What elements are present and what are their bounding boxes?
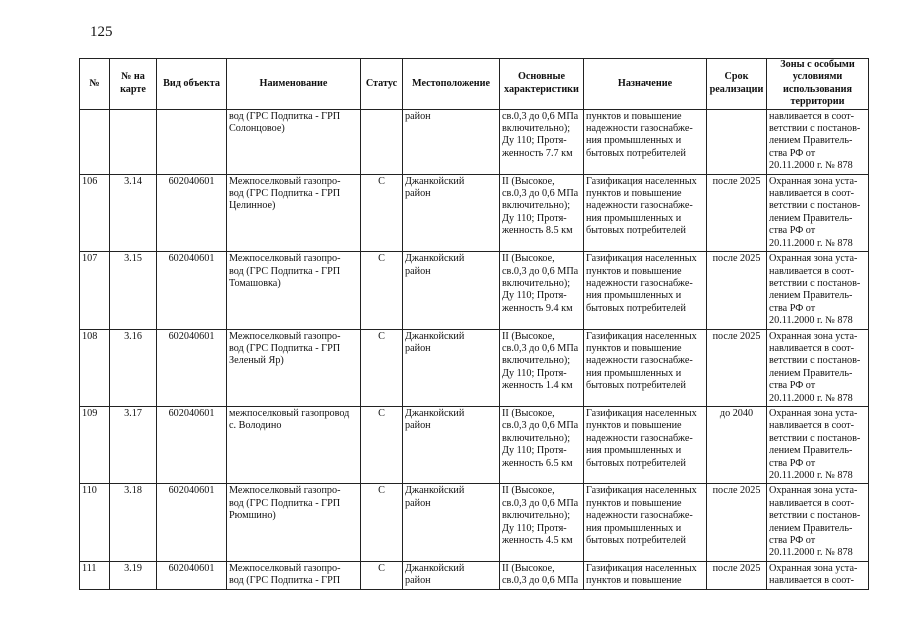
implementation-term: после 2025	[707, 329, 767, 406]
map-number: 3.14	[110, 174, 157, 251]
object-purpose: Газификация населенных пунктов и повышение надежности газоснабже- ния промышленных и бытовых потребителей	[584, 406, 707, 483]
row-number: 109	[80, 406, 110, 483]
table-row	[80, 329, 869, 406]
object-name: межпоселковый газопровод с. Володино	[227, 406, 361, 483]
object-type: 602040601	[157, 561, 227, 589]
object-specs: II (Высокое, св.0,3 до 0,6 МПа включительно); Ду 110; Протя- женность 8.5 км	[500, 174, 584, 251]
object-type: 602040601	[157, 252, 227, 329]
object-type: 602040601	[157, 329, 227, 406]
implementation-term: после 2025	[707, 484, 767, 561]
column-header: Зоны с особыми условиями использования территории	[767, 59, 869, 110]
map-number: 3.16	[110, 329, 157, 406]
object-status: С	[361, 252, 403, 329]
object-name: Межпоселковый газопро- вод (ГРС Подпитка - ГРП Томашовка)	[227, 252, 361, 329]
column-header: Срок реализации	[707, 59, 767, 110]
map-number: 3.19	[110, 561, 157, 589]
object-specs: II (Высокое, св.0,3 до 0,6 МПа	[500, 561, 584, 589]
special-zones: Охранная зона уста- навливается в соот- ветствии с постанов- лением Правитель- ства РФ от 20.11.2000 г. № 878	[767, 252, 869, 329]
object-name: Межпоселковый газопро- вод (ГРС Подпитка - ГРП	[227, 561, 361, 589]
row-number: 106	[80, 174, 110, 251]
page-number: 125	[90, 24, 113, 40]
object-name: Межпоселковый газопро- вод (ГРС Подпитка - ГРП Рюмшино)	[227, 484, 361, 561]
map-number: 3.15	[110, 252, 157, 329]
column-header: Статус	[361, 59, 403, 110]
object-name: Межпоселковый газопро- вод (ГРС Подпитка - ГРП Зеленый Яр)	[227, 329, 361, 406]
row-number: 110	[80, 484, 110, 561]
object-type: 602040601	[157, 174, 227, 251]
object-location: Джанкойский район	[403, 406, 500, 483]
special-zones: Охранная зона уста- навливается в соот- ветствии с постанов- лением Правитель- ства РФ от 20.11.2000 г. № 878	[767, 174, 869, 251]
object-location: Джанкойский район	[403, 329, 500, 406]
object-status	[361, 109, 403, 174]
object-location: Джанкойский район	[403, 252, 500, 329]
registry-table	[79, 58, 869, 590]
special-zones: навливается в соот- ветствии с постанов- лением Правитель- ства РФ от 20.11.2000 г. № 878	[767, 109, 869, 174]
object-location: Джанкойский район	[403, 174, 500, 251]
column-header: №	[80, 59, 110, 110]
object-status: С	[361, 561, 403, 589]
object-purpose: пунктов и повышение надежности газоснабже- ния промышленных и бытовых потребителей	[584, 109, 707, 174]
object-specs: св.0,3 до 0,6 МПа включительно); Ду 110; Протя- женность 7.7 км	[500, 109, 584, 174]
column-header: № на карте	[110, 59, 157, 110]
object-location: район	[403, 109, 500, 174]
object-name: вод (ГРС Подпитка - ГРП Солонцовое)	[227, 109, 361, 174]
object-specs: II (Высокое, св.0,3 до 0,6 МПа включительно); Ду 110; Протя- женность 6.5 км	[500, 406, 584, 483]
object-type: 602040601	[157, 484, 227, 561]
implementation-term: после 2025	[707, 174, 767, 251]
special-zones: Охранная зона уста- навливается в соот-	[767, 561, 869, 589]
object-status: С	[361, 174, 403, 251]
object-specs: II (Высокое, св.0,3 до 0,6 МПа включительно); Ду 110; Протя- женность 4.5 км	[500, 484, 584, 561]
object-specs: II (Высокое, св.0,3 до 0,6 МПа включительно); Ду 110; Протя- женность 1.4 км	[500, 329, 584, 406]
object-name: Межпоселковый газопро- вод (ГРС Подпитка - ГРП Целинное)	[227, 174, 361, 251]
object-purpose: Газификация населенных пунктов и повышение надежности газоснабже- ния промышленных и бытовых потребителей	[584, 252, 707, 329]
row-number: 111	[80, 561, 110, 589]
column-header: Назначение	[584, 59, 707, 110]
object-location: Джанкойский район	[403, 561, 500, 589]
table-row	[80, 484, 869, 561]
object-purpose: Газификация населенных пунктов и повышение надежности газоснабже- ния промышленных и бытовых потребителей	[584, 484, 707, 561]
object-type: 602040601	[157, 406, 227, 483]
object-purpose: Газификация населенных пунктов и повышение	[584, 561, 707, 589]
object-status: С	[361, 484, 403, 561]
map-number: 3.18	[110, 484, 157, 561]
map-number: 3.17	[110, 406, 157, 483]
table-row	[80, 109, 869, 174]
object-purpose: Газификация населенных пунктов и повышение надежности газоснабже- ния промышленных и бытовых потребителей	[584, 329, 707, 406]
implementation-term: после 2025	[707, 561, 767, 589]
implementation-term	[707, 109, 767, 174]
column-header: Местоположение	[403, 59, 500, 110]
object-location: Джанкойский район	[403, 484, 500, 561]
implementation-term: после 2025	[707, 252, 767, 329]
object-purpose: Газификация населенных пунктов и повышение надежности газоснабже- ния промышленных и бытовых потребителей	[584, 174, 707, 251]
object-specs: II (Высокое, св.0,3 до 0,6 МПа включительно); Ду 110; Протя- женность 9.4 км	[500, 252, 584, 329]
column-header: Основные характеристики	[500, 59, 584, 110]
table-row	[80, 252, 869, 329]
table-row	[80, 561, 869, 589]
object-type	[157, 109, 227, 174]
table-row	[80, 174, 869, 251]
row-number: 107	[80, 252, 110, 329]
object-status: С	[361, 406, 403, 483]
implementation-term: до 2040	[707, 406, 767, 483]
special-zones: Охранная зона уста- навливается в соот- ветствии с постанов- лением Правитель- ства РФ от 20.11.2000 г. № 878	[767, 406, 869, 483]
row-number: 108	[80, 329, 110, 406]
row-number	[80, 109, 110, 174]
column-header: Наименование	[227, 59, 361, 110]
table-row	[80, 406, 869, 483]
column-header: Вид объекта	[157, 59, 227, 110]
table-header-row	[80, 59, 869, 110]
special-zones: Охранная зона уста- навливается в соот- ветствии с постанов- лением Правитель- ства РФ от 20.11.2000 г. № 878	[767, 329, 869, 406]
map-number	[110, 109, 157, 174]
special-zones: Охранная зона уста- навливается в соот- ветствии с постанов- лением Правитель- ства РФ от 20.11.2000 г. № 878	[767, 484, 869, 561]
object-status: С	[361, 329, 403, 406]
